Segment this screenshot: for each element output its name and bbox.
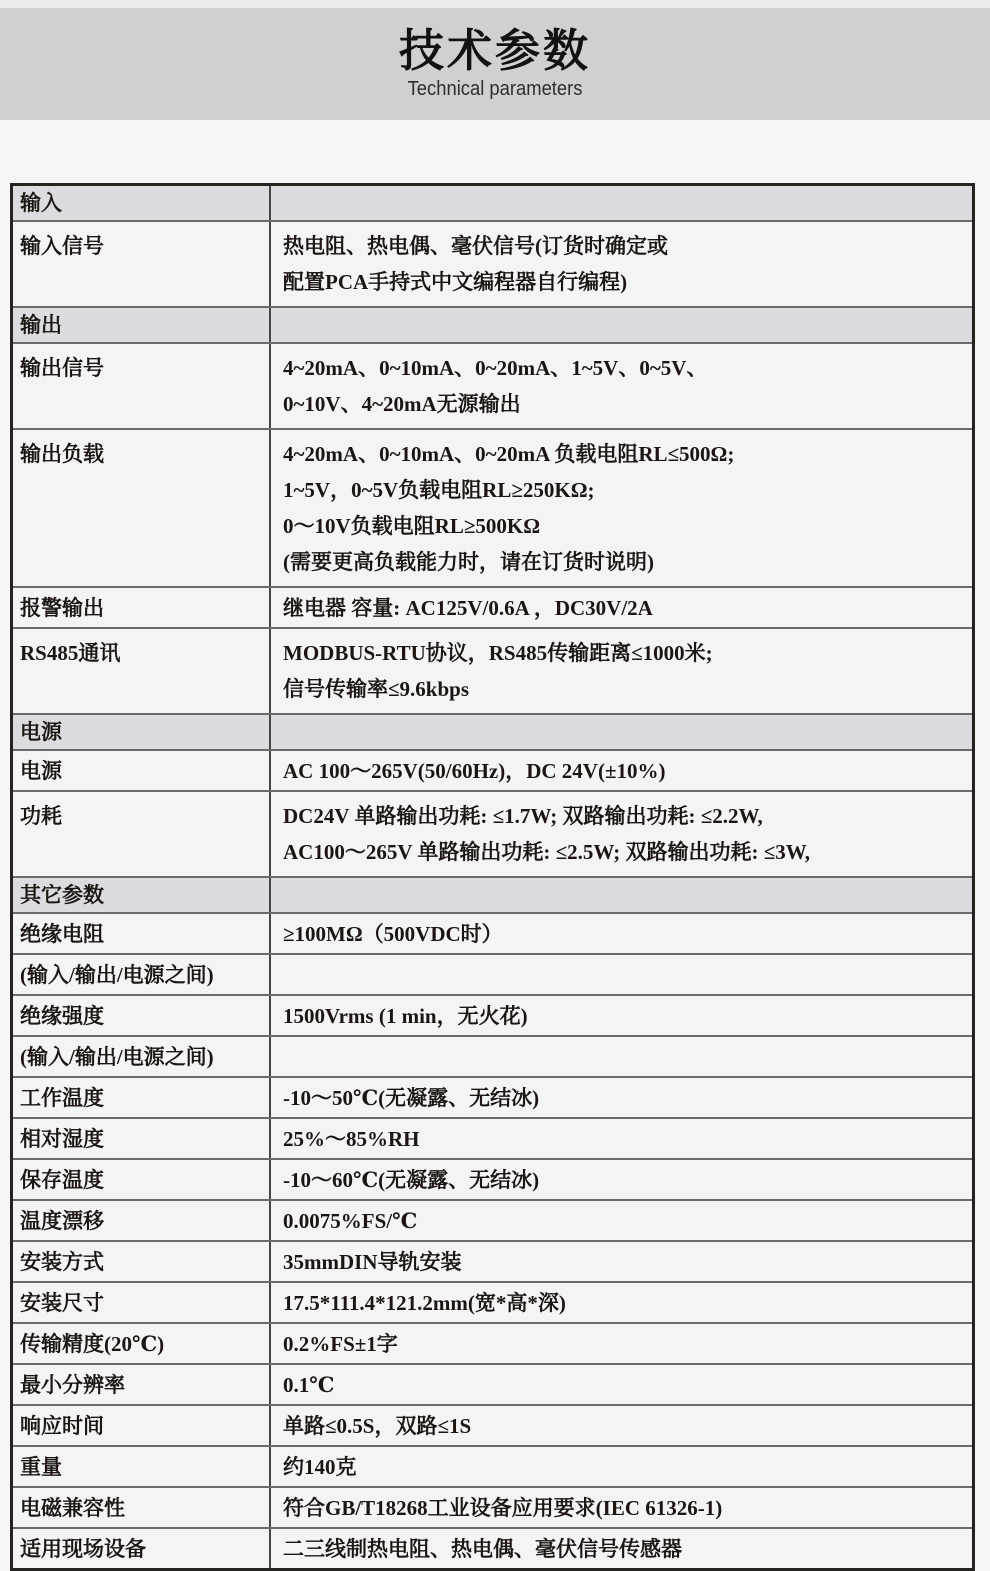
table-row [13, 1445, 972, 1486]
table-row [13, 1322, 972, 1363]
table-row [13, 1076, 972, 1117]
section-title: 输入 [20, 191, 62, 215]
table-row [13, 428, 972, 586]
table-row [13, 586, 972, 627]
row-value [269, 1078, 972, 1117]
top-strip [0, 0, 990, 8]
value-line: AC100～265V 单路输出功耗: ≤2.5W; 双路输出功耗: ≤3W, [283, 840, 811, 864]
value-line: -10～50℃(无凝露、无结冰) [283, 1085, 540, 1110]
row-value [269, 1365, 972, 1404]
row-value [269, 1488, 972, 1527]
row-value [269, 629, 972, 713]
table-row [13, 220, 972, 306]
row-label: 安装方式 [20, 1249, 104, 1274]
value-line: 0.1℃ [283, 1372, 335, 1397]
table-row [13, 953, 972, 994]
table-row [13, 1117, 972, 1158]
row-label: (输入/输出/电源之间) [20, 1044, 214, 1069]
row-value [269, 955, 972, 994]
value-line: 35mmDIN导轨安装 [283, 1249, 462, 1274]
spec-table [10, 183, 975, 1571]
value-line: 0.0075%FS/℃ [283, 1208, 418, 1233]
table-row [13, 1486, 972, 1527]
row-label: 工作温度 [20, 1085, 104, 1110]
row-label: 适用现场设备 [20, 1536, 146, 1561]
row-label: RS485通讯 [20, 641, 121, 665]
value-line: MODBUS-RTU协议，RS485传输距离≤1000米; [283, 641, 713, 665]
table-row [13, 1240, 972, 1281]
value-line: 17.5*111.4*121.2mm(宽*高*深) [283, 1290, 566, 1315]
value-line: ≥100MΩ（500VDC时） [283, 921, 503, 946]
value-line: 继电器 容量: AC125V/0.6A ，DC30V/2A [283, 595, 653, 620]
value-line: 热电阻、热电偶、毫伏信号(订货时确定或 [283, 234, 668, 258]
row-value [269, 1529, 972, 1568]
row-value [269, 1406, 972, 1445]
section-title: 电源 [20, 720, 62, 744]
row-label: 电源 [20, 758, 62, 783]
table-row [13, 1035, 972, 1076]
value-line: 0～10V负载电阻RL≥500KΩ [283, 514, 541, 538]
value-line: 配置PCA手持式中文编程器自行编程) [283, 270, 628, 294]
value-line: 二三线制热电阻、热电偶、毫伏信号传感器 [283, 1536, 682, 1561]
row-label: 输出信号 [20, 356, 104, 380]
value-line: -10～60℃(无凝露、无结冰) [283, 1167, 540, 1192]
row-label: 传输精度(20℃) [20, 1331, 165, 1356]
row-value [269, 914, 972, 953]
value-line: 约140克 [283, 1454, 357, 1479]
section-header-row [13, 306, 972, 342]
row-label: 温度漂移 [20, 1208, 104, 1233]
value-line: 4~20mA、0~10mA、0~20mA 负载电阻RL≤500Ω; [283, 442, 735, 466]
section-header-row [13, 876, 972, 912]
row-value [269, 1160, 972, 1199]
row-value [269, 792, 972, 876]
table-row [13, 1199, 972, 1240]
section-header-row [13, 186, 972, 220]
row-label: 响应时间 [20, 1413, 104, 1438]
row-value [269, 715, 972, 749]
row-value [269, 878, 972, 912]
row-label: 相对湿度 [20, 1126, 104, 1151]
row-label: 输入信号 [20, 234, 104, 258]
row-label: 最小分辨率 [20, 1372, 125, 1397]
page-subtitle: Technical parameters [407, 77, 583, 100]
title-band [0, 8, 990, 120]
row-value [269, 1447, 972, 1486]
row-label: 绝缘强度 [20, 1003, 104, 1028]
value-line: 0~10V、4~20mA无源输出 [283, 392, 521, 416]
value-line: AC 100～265V(50/60Hz)，DC 24V(±10%) [283, 758, 666, 783]
row-value [269, 344, 972, 428]
value-line: 符合GB/T18268工业设备应用要求(IEC 61326-1) [283, 1495, 723, 1520]
row-value [269, 1119, 972, 1158]
table-row [13, 1527, 972, 1568]
row-label: 重量 [20, 1454, 62, 1479]
row-label: 电磁兼容性 [20, 1495, 125, 1520]
section-header-row [13, 713, 972, 749]
row-value [269, 222, 972, 306]
table-row [13, 790, 972, 876]
row-value [269, 588, 972, 627]
row-value [269, 1283, 972, 1322]
table-row [13, 749, 972, 790]
section-title: 其它参数 [20, 883, 104, 907]
table-row [13, 994, 972, 1035]
page-title: 技术参数 [398, 25, 591, 77]
section-title: 输出 [20, 313, 62, 337]
table-row [13, 1281, 972, 1322]
table-row [13, 1363, 972, 1404]
row-label: 功耗 [20, 804, 62, 828]
row-value [269, 308, 972, 342]
row-label: (输入/输出/电源之间) [20, 962, 214, 987]
row-value [269, 751, 972, 790]
row-value [269, 1324, 972, 1363]
value-line: 0.2%FS±1字 [283, 1331, 398, 1356]
value-line: 1~5V，0~5V负载电阻RL≥250KΩ; [283, 478, 595, 502]
row-value [269, 996, 972, 1035]
value-line: (需要更高负载能力时，请在订货时说明) [283, 550, 654, 574]
table-row [13, 1404, 972, 1445]
row-label: 报警输出 [20, 595, 104, 620]
table-row [13, 342, 972, 428]
value-line: 4~20mA、0~10mA、0~20mA、1~5V、0~5V、 [283, 356, 708, 380]
row-value [269, 186, 972, 220]
row-label: 保存温度 [20, 1167, 104, 1192]
row-label: 输出负载 [20, 442, 104, 466]
row-value [269, 1037, 972, 1076]
value-line: 25%～85%RH [283, 1126, 420, 1151]
value-line: DC24V 单路输出功耗: ≤1.7W; 双路输出功耗: ≤2.2W, [283, 804, 763, 828]
row-value [269, 1242, 972, 1281]
row-value [269, 1201, 972, 1240]
table-row [13, 627, 972, 713]
table-row [13, 1158, 972, 1199]
table-row [13, 912, 972, 953]
row-label: 绝缘电阻 [20, 921, 104, 946]
value-line: 信号传输率≤9.6kbps [283, 677, 469, 701]
value-line: 单路≤0.5S，双路≤1S [283, 1413, 472, 1438]
row-value [269, 430, 972, 586]
row-label: 安装尺寸 [20, 1290, 104, 1315]
value-line: 1500Vrms (1 min，无火花) [283, 1003, 528, 1028]
